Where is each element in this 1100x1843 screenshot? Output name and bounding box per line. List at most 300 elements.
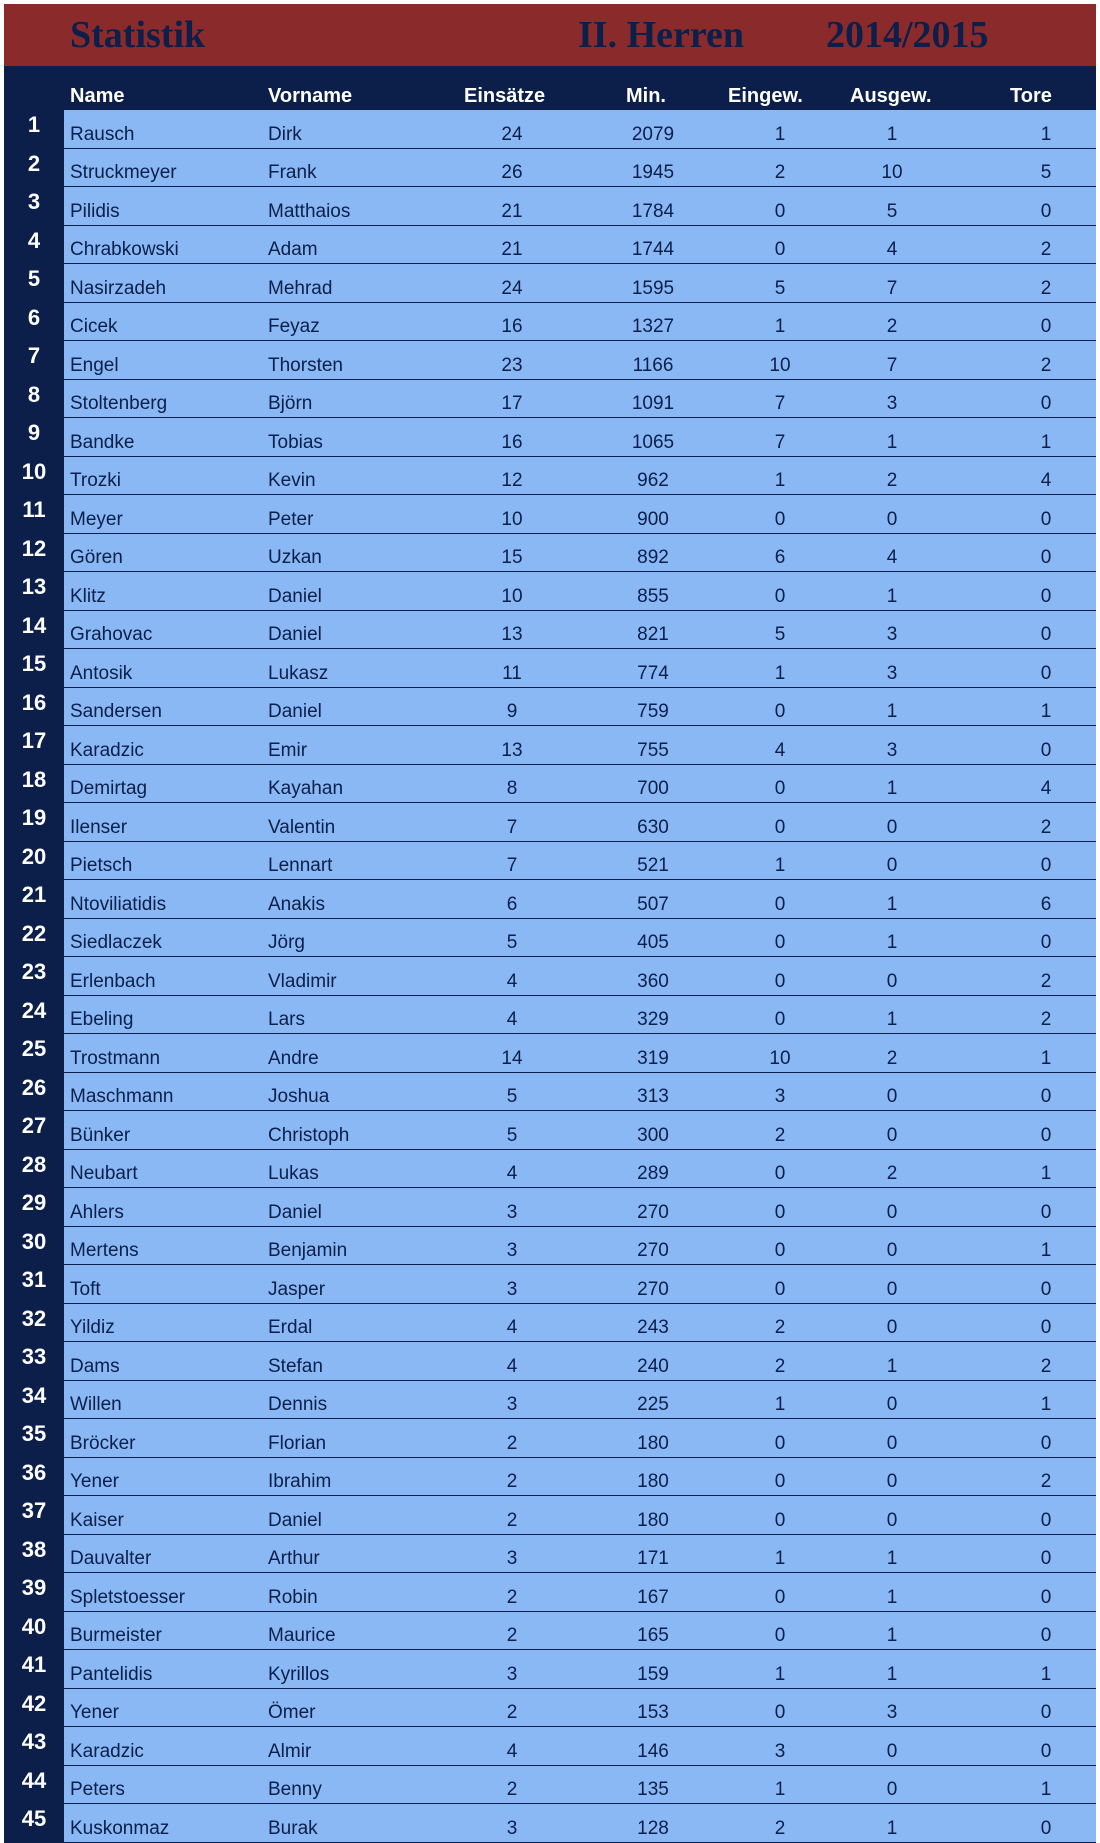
player-name: Neubart <box>70 1163 138 1184</box>
player-vorname: Daniel <box>268 701 322 722</box>
row-rank: 6 <box>4 303 64 342</box>
row-cells <box>64 1766 1096 1805</box>
row-rank: 29 <box>4 1188 64 1227</box>
player-ausgewechselt: 2 <box>886 1163 898 1184</box>
player-name: Peters <box>70 1779 125 1800</box>
row-rank: 35 <box>4 1419 64 1458</box>
player-ausgewechselt: 1 <box>886 778 898 799</box>
player-vorname: Daniel <box>268 624 322 645</box>
player-ausgewechselt: 0 <box>886 1086 898 1107</box>
player-vorname: Lennart <box>268 855 333 876</box>
row-cells <box>64 572 1096 611</box>
row-cells <box>64 1034 1096 1073</box>
row-cells <box>64 1535 1096 1574</box>
player-minutes: 360 <box>637 970 669 992</box>
player-ausgewechselt: 1 <box>886 1355 898 1377</box>
player-minutes: 507 <box>637 893 669 915</box>
player-vorname: Daniel <box>268 1201 322 1223</box>
title-bar <box>4 4 1096 66</box>
row-rank: 25 <box>4 1034 64 1073</box>
table-row <box>4 726 1096 765</box>
row-rank: 33 <box>4 1342 64 1381</box>
player-vorname: Almir <box>268 1740 312 1762</box>
player-ausgewechselt: 1 <box>886 585 898 607</box>
player-minutes: 159 <box>637 1663 669 1685</box>
player-tore: 0 <box>1040 585 1052 607</box>
player-name: Bröcker <box>70 1432 136 1454</box>
row-rank: 28 <box>4 1150 64 1189</box>
row-rank: 38 <box>4 1535 64 1574</box>
player-einsaetze: 26 <box>501 162 523 183</box>
player-name: Antosik <box>70 662 133 684</box>
table-row <box>4 457 1096 496</box>
player-vorname: Erdal <box>268 1317 313 1338</box>
player-einsaetze: 2 <box>506 1702 518 1723</box>
row-rank: 5 <box>4 264 64 303</box>
header-eingew: Eingew. <box>728 85 803 107</box>
row-cells <box>64 534 1096 573</box>
player-einsaetze: 12 <box>501 470 523 491</box>
player-minutes: 1065 <box>631 431 675 453</box>
player-ausgewechselt: 0 <box>886 1278 898 1300</box>
player-minutes: 405 <box>637 932 669 953</box>
player-tore: 0 <box>1040 1625 1052 1646</box>
player-einsaetze: 13 <box>501 739 523 761</box>
player-name: Trozki <box>70 470 122 491</box>
player-minutes: 153 <box>637 1702 669 1723</box>
statistics-sheet <box>4 4 1096 1839</box>
table-row <box>4 1612 1096 1651</box>
player-tore: 2 <box>1040 816 1052 838</box>
player-ausgewechselt: 1 <box>886 1663 898 1685</box>
player-ausgewechselt: 2 <box>886 316 898 337</box>
player-minutes: 855 <box>637 585 669 607</box>
player-name: Kaiser <box>70 1509 124 1531</box>
player-minutes: 1945 <box>631 162 675 183</box>
player-tore: 1 <box>1040 1047 1052 1069</box>
player-vorname: Dennis <box>268 1394 328 1415</box>
row-cells <box>64 1304 1096 1343</box>
row-cells <box>64 110 1096 149</box>
table-row <box>4 1727 1096 1766</box>
player-vorname: Benjamin <box>268 1240 348 1261</box>
table-row <box>4 765 1096 804</box>
row-rank: 3 <box>4 187 64 226</box>
player-vorname: Anakis <box>268 893 326 915</box>
row-rank: 2 <box>4 149 64 188</box>
player-minutes: 300 <box>637 1124 669 1146</box>
player-einsaetze: 5 <box>506 1124 518 1146</box>
player-ausgewechselt: 4 <box>886 547 898 568</box>
row-cells <box>64 1381 1096 1420</box>
player-eingewechselt: 0 <box>774 200 786 222</box>
player-ausgewechselt: 0 <box>886 508 898 530</box>
player-name: Pilidis <box>70 200 120 222</box>
player-eingewechselt: 0 <box>774 585 786 607</box>
row-cells <box>64 1689 1096 1728</box>
player-minutes: 630 <box>637 816 669 838</box>
row-cells <box>64 418 1096 457</box>
row-cells <box>64 1573 1096 1612</box>
player-tore: 5 <box>1040 162 1052 183</box>
player-name: Toft <box>70 1278 101 1300</box>
row-rank: 45 <box>4 1804 64 1843</box>
player-name: Karadzic <box>70 739 144 761</box>
player-vorname: Florian <box>268 1432 327 1454</box>
player-eingewechselt: 0 <box>774 1278 786 1300</box>
player-tore: 0 <box>1040 1201 1052 1223</box>
player-tore: 0 <box>1040 508 1052 530</box>
table-header <box>4 66 1096 110</box>
player-name: Stoltenberg <box>70 393 168 414</box>
player-vorname: Adam <box>268 239 318 260</box>
player-name: Siedlaczek <box>70 932 162 953</box>
header-tore: Tore <box>1010 85 1052 107</box>
player-einsaetze: 4 <box>506 1163 518 1184</box>
player-vorname: Daniel <box>268 1509 322 1531</box>
player-tore: 2 <box>1040 239 1052 260</box>
player-vorname: Dirk <box>268 123 302 145</box>
row-cells <box>64 495 1096 534</box>
player-vorname: Valentin <box>268 816 336 838</box>
table-row <box>4 842 1096 881</box>
row-rank: 20 <box>4 842 64 881</box>
row-rank: 13 <box>4 572 64 611</box>
player-eingewechselt: 0 <box>774 1509 786 1531</box>
player-tore: 2 <box>1040 1009 1052 1030</box>
row-rank: 19 <box>4 803 64 842</box>
table-row <box>4 534 1096 573</box>
table-row <box>4 1342 1096 1381</box>
player-minutes: 180 <box>637 1509 669 1531</box>
table-row <box>4 1227 1096 1266</box>
row-cells <box>64 919 1096 958</box>
row-cells <box>64 303 1096 342</box>
row-rank: 26 <box>4 1073 64 1112</box>
player-ausgewechselt: 0 <box>886 1240 898 1261</box>
table-row <box>4 1111 1096 1150</box>
table-row <box>4 187 1096 226</box>
player-name: Karadzic <box>70 1740 144 1762</box>
player-name: Sandersen <box>70 701 162 722</box>
player-tore: 0 <box>1040 1432 1052 1454</box>
player-tore: 4 <box>1040 470 1052 491</box>
player-tore: 1 <box>1040 1240 1052 1261</box>
row-rank: 23 <box>4 957 64 996</box>
player-tore: 0 <box>1040 1317 1052 1338</box>
header-vorname: Vorname <box>268 85 353 107</box>
player-einsaetze: 2 <box>506 1779 518 1800</box>
player-einsaetze: 3 <box>506 1817 518 1839</box>
player-minutes: 146 <box>637 1740 669 1762</box>
player-eingewechselt: 3 <box>774 1086 786 1107</box>
player-name: Ntoviliatidis <box>70 893 167 915</box>
row-cells <box>64 1150 1096 1189</box>
player-vorname: Arthur <box>268 1548 320 1569</box>
player-name: Engel <box>70 354 119 376</box>
player-vorname: Emir <box>268 739 308 761</box>
row-cells <box>64 880 1096 919</box>
player-eingewechselt: 1 <box>774 123 786 145</box>
player-ausgewechselt: 1 <box>886 1548 898 1569</box>
player-einsaetze: 15 <box>501 547 523 568</box>
player-vorname: Kayahan <box>268 778 344 799</box>
player-einsaetze: 3 <box>506 1548 518 1569</box>
player-minutes: 821 <box>637 624 669 645</box>
player-ausgewechselt: 3 <box>886 662 898 684</box>
row-rank: 42 <box>4 1689 64 1728</box>
player-vorname: Lukas <box>268 1163 319 1184</box>
player-name: Mertens <box>70 1240 139 1261</box>
player-einsaetze: 14 <box>501 1047 523 1069</box>
player-eingewechselt: 0 <box>774 932 786 953</box>
player-minutes: 755 <box>637 739 669 761</box>
player-vorname: Frank <box>268 162 317 183</box>
table-row <box>4 1073 1096 1112</box>
player-tore: 0 <box>1040 547 1052 568</box>
row-cells <box>64 1650 1096 1689</box>
player-name: Ilenser <box>70 816 128 838</box>
player-eingewechselt: 0 <box>774 970 786 992</box>
row-rank: 27 <box>4 1111 64 1150</box>
row-cells <box>64 1458 1096 1497</box>
row-cells <box>64 1612 1096 1651</box>
player-eingewechselt: 1 <box>774 1548 786 1569</box>
player-tore: 2 <box>1040 354 1052 376</box>
player-eingewechselt: 0 <box>774 1625 786 1646</box>
row-cells <box>64 1265 1096 1304</box>
player-name: Burmeister <box>70 1625 162 1646</box>
player-minutes: 180 <box>637 1471 669 1492</box>
table-row <box>4 110 1096 149</box>
player-minutes: 135 <box>637 1779 669 1800</box>
row-cells <box>64 611 1096 650</box>
header-name: Name <box>70 85 125 107</box>
player-einsaetze: 24 <box>501 123 523 145</box>
row-rank: 39 <box>4 1573 64 1612</box>
player-tore: 0 <box>1040 1548 1052 1569</box>
player-vorname: Feyaz <box>268 316 320 337</box>
player-ausgewechselt: 0 <box>886 1317 898 1338</box>
table-row <box>4 572 1096 611</box>
player-name: Rausch <box>70 123 135 145</box>
player-minutes: 167 <box>637 1586 669 1608</box>
player-einsaetze: 6 <box>506 893 518 915</box>
player-einsaetze: 10 <box>501 508 523 530</box>
table-row <box>4 418 1096 457</box>
player-name: Bandke <box>70 431 135 453</box>
player-name: Yener <box>70 1471 119 1492</box>
player-vorname: Lars <box>268 1009 305 1030</box>
player-ausgewechselt: 10 <box>881 162 903 183</box>
row-cells <box>64 649 1096 688</box>
player-tore: 2 <box>1040 1355 1052 1377</box>
player-name: Meyer <box>70 508 123 530</box>
player-minutes: 243 <box>637 1317 669 1338</box>
player-ausgewechselt: 1 <box>886 431 898 453</box>
player-vorname: Björn <box>268 393 313 414</box>
table-row <box>4 1689 1096 1728</box>
player-vorname: Ibrahim <box>268 1471 332 1492</box>
row-cells <box>64 688 1096 727</box>
table-row <box>4 1804 1096 1843</box>
player-tore: 0 <box>1040 1086 1052 1107</box>
player-ausgewechselt: 0 <box>886 1740 898 1762</box>
player-vorname: Burak <box>268 1817 318 1839</box>
row-rank: 10 <box>4 457 64 496</box>
player-tore: 0 <box>1040 1509 1052 1531</box>
player-tore: 0 <box>1040 1278 1052 1300</box>
row-rank: 8 <box>4 380 64 419</box>
player-minutes: 289 <box>637 1163 669 1184</box>
player-name: Willen <box>70 1394 122 1415</box>
player-einsaetze: 3 <box>506 1394 518 1415</box>
player-eingewechselt: 0 <box>774 1240 786 1261</box>
player-vorname: Maurice <box>268 1625 336 1646</box>
player-tore: 1 <box>1040 1779 1052 1800</box>
row-cells <box>64 187 1096 226</box>
player-tore: 0 <box>1040 1740 1052 1762</box>
player-einsaetze: 13 <box>501 624 523 645</box>
row-rank: 24 <box>4 996 64 1035</box>
player-tore: 0 <box>1040 316 1052 337</box>
table-row <box>4 1381 1096 1420</box>
row-rank: 30 <box>4 1227 64 1266</box>
player-eingewechselt: 0 <box>774 816 786 838</box>
table-row <box>4 264 1096 303</box>
player-eingewechselt: 10 <box>769 1047 791 1069</box>
player-ausgewechselt: 0 <box>886 1124 898 1146</box>
player-eingewechselt: 2 <box>774 1317 786 1338</box>
row-rank: 14 <box>4 611 64 650</box>
table-row <box>4 226 1096 265</box>
table-row <box>4 380 1096 419</box>
player-eingewechselt: 3 <box>774 1740 786 1762</box>
player-minutes: 171 <box>637 1548 669 1569</box>
player-einsaetze: 7 <box>506 816 518 838</box>
player-eingewechselt: 2 <box>774 1355 786 1377</box>
header-ausgew: Ausgew. <box>850 85 932 107</box>
player-tore: 0 <box>1040 1702 1052 1723</box>
player-vorname: Mehrad <box>268 277 333 299</box>
player-vorname: Joshua <box>268 1086 330 1107</box>
player-minutes: 313 <box>637 1086 669 1107</box>
player-tore: 0 <box>1040 932 1052 953</box>
header-min: Min. <box>626 85 666 107</box>
row-cells <box>64 842 1096 881</box>
player-tore: 6 <box>1040 893 1052 915</box>
player-name: Maschmann <box>70 1086 174 1107</box>
player-minutes: 240 <box>637 1355 669 1377</box>
table-row <box>4 1535 1096 1574</box>
player-ausgewechselt: 1 <box>886 123 898 145</box>
player-eingewechselt: 7 <box>774 431 786 453</box>
player-vorname: Christoph <box>268 1124 350 1146</box>
row-rank: 32 <box>4 1304 64 1343</box>
player-eingewechselt: 0 <box>774 1009 786 1030</box>
player-ausgewechselt: 3 <box>886 1702 898 1723</box>
player-eingewechselt: 0 <box>774 1471 786 1492</box>
row-rank: 31 <box>4 1265 64 1304</box>
player-einsaetze: 4 <box>506 1317 518 1338</box>
row-cells <box>64 1073 1096 1112</box>
player-tore: 1 <box>1040 701 1052 722</box>
player-ausgewechselt: 1 <box>886 1009 898 1030</box>
player-einsaetze: 21 <box>501 200 523 222</box>
player-einsaetze: 21 <box>501 239 523 260</box>
player-name: Dauvalter <box>70 1548 152 1569</box>
player-einsaetze: 4 <box>506 1740 518 1762</box>
player-name: Bünker <box>70 1124 131 1146</box>
player-tore: 0 <box>1040 393 1052 414</box>
table-row <box>4 688 1096 727</box>
player-ausgewechselt: 0 <box>886 1394 898 1415</box>
player-tore: 2 <box>1040 970 1052 992</box>
player-eingewechselt: 4 <box>774 739 786 761</box>
table-body <box>4 110 1096 1843</box>
player-eingewechselt: 2 <box>774 1817 786 1839</box>
player-name: Dams <box>70 1355 120 1377</box>
row-rank: 40 <box>4 1612 64 1651</box>
player-name: Pietsch <box>70 855 133 876</box>
player-minutes: 1327 <box>631 316 675 337</box>
title-team: II. Herren <box>578 14 745 56</box>
player-eingewechselt: 1 <box>774 662 786 684</box>
row-rank: 16 <box>4 688 64 727</box>
player-einsaetze: 4 <box>506 1355 518 1377</box>
player-einsaetze: 5 <box>506 1086 518 1107</box>
row-rank: 43 <box>4 1727 64 1766</box>
row-cells <box>64 1111 1096 1150</box>
player-eingewechselt: 5 <box>774 624 786 645</box>
player-einsaetze: 7 <box>506 855 518 876</box>
player-ausgewechselt: 1 <box>886 1817 898 1839</box>
player-name: Struckmeyer <box>70 162 177 183</box>
player-eingewechselt: 1 <box>774 1394 786 1415</box>
player-name: Demirtag <box>70 778 148 799</box>
player-minutes: 270 <box>637 1201 669 1223</box>
row-cells <box>64 1342 1096 1381</box>
player-ausgewechselt: 1 <box>886 1625 898 1646</box>
player-einsaetze: 2 <box>506 1471 518 1492</box>
player-ausgewechselt: 0 <box>886 1201 898 1223</box>
player-einsaetze: 24 <box>501 277 523 299</box>
player-vorname: Robin <box>268 1586 318 1608</box>
table-row <box>4 1458 1096 1497</box>
player-name: Gören <box>70 547 123 568</box>
row-rank: 12 <box>4 534 64 573</box>
player-einsaetze: 3 <box>506 1201 518 1223</box>
player-name: Kuskonmaz <box>70 1817 170 1839</box>
player-ausgewechselt: 3 <box>886 739 898 761</box>
table-row <box>4 1150 1096 1189</box>
player-tore: 0 <box>1040 624 1052 645</box>
row-rank: 41 <box>4 1650 64 1689</box>
table-row <box>4 1650 1096 1689</box>
player-eingewechselt: 5 <box>774 277 786 299</box>
player-ausgewechselt: 1 <box>886 701 898 722</box>
row-rank: 4 <box>4 226 64 265</box>
player-einsaetze: 4 <box>506 970 518 992</box>
row-cells <box>64 457 1096 496</box>
table-row <box>4 611 1096 650</box>
player-minutes: 892 <box>637 547 669 568</box>
player-vorname: Matthaios <box>268 200 351 222</box>
player-minutes: 1091 <box>631 393 675 414</box>
player-ausgewechselt: 4 <box>886 239 898 260</box>
player-minutes: 270 <box>637 1240 669 1261</box>
row-rank: 36 <box>4 1458 64 1497</box>
